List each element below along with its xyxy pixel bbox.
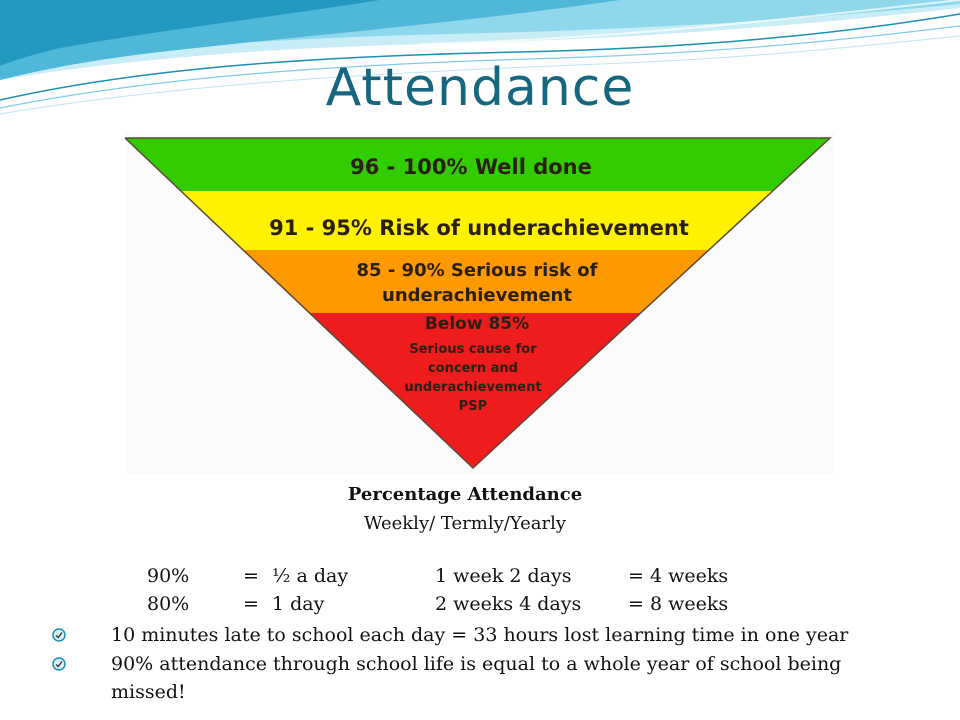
level-3-label-line-2: underachievement bbox=[382, 285, 572, 306]
slide-title: Attendance bbox=[325, 58, 635, 118]
level-3-label-line-1: 85 - 90% Serious risk of bbox=[356, 260, 598, 281]
level-4-heading: Below 85% bbox=[424, 314, 530, 334]
equivalence-period: 1 week 2 days bbox=[435, 565, 572, 587]
equivalence-equals: = bbox=[243, 565, 259, 587]
check-circle-icon bbox=[52, 628, 66, 642]
equivalence-percent: 90% bbox=[147, 565, 190, 587]
caption-title: Percentage Attendance bbox=[347, 484, 583, 505]
equivalence-amount: ½ a day bbox=[272, 565, 349, 587]
check-circle-icon bbox=[52, 657, 66, 671]
equivalence-equals: = bbox=[243, 593, 259, 615]
equivalence-row bbox=[0, 565, 960, 591]
level-4-label-line-2: concern and bbox=[428, 361, 518, 376]
level-1-label: 96 - 100% Well done bbox=[350, 155, 592, 179]
caption-subtitle: Weekly/ Termly/Yearly bbox=[363, 513, 567, 534]
bullet-text: 90% attendance through school life is equal to a whole year of school being missed! bbox=[111, 653, 842, 703]
level-4-label-line-3: underachievement bbox=[404, 380, 542, 395]
equivalence-result: = 8 weeks bbox=[628, 593, 729, 615]
level-4-label-line-4: PSP bbox=[458, 399, 488, 414]
bullet-text: 10 minutes late to school each day = 33 hours lost learning time in one year bbox=[111, 624, 849, 646]
level-4-label-line-1: Serious cause for bbox=[409, 342, 537, 357]
equivalence-result: = 4 weeks bbox=[628, 565, 729, 587]
equivalence-amount: 1 day bbox=[272, 593, 325, 615]
attendance-pyramid bbox=[125, 132, 835, 474]
equivalence-period: 2 weeks 4 days bbox=[435, 593, 582, 615]
equivalence-percent: 80% bbox=[147, 593, 190, 615]
equivalence-row bbox=[0, 593, 960, 619]
level-2-label: 91 - 95% Risk of underachievement bbox=[269, 216, 689, 240]
